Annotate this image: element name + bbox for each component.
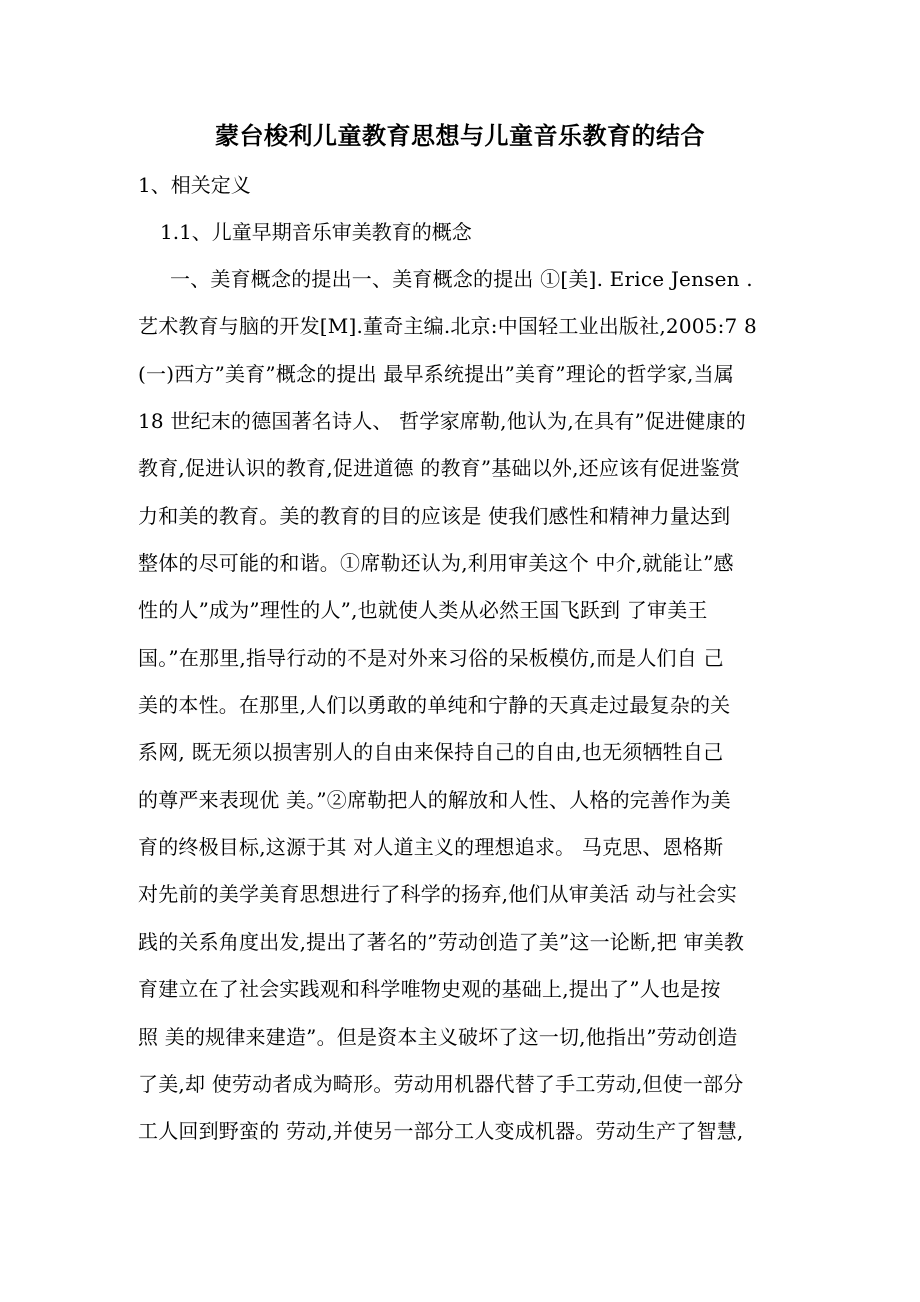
subsection-heading: 1.1、儿童早期音乐审美教育的概念 — [160, 220, 472, 244]
text-line: 美的本性。在那里,人们以勇敢的单纯和宁静的天真走过最复杂的关 — [138, 693, 731, 718]
text-line: 一、美育概念的提出一、美育概念的提出 ①[美]. Erice Jensen . — [170, 267, 753, 291]
text-line: 力和美的教育。美的教育的目的应该是 使我们感性和精神力量达到 — [138, 503, 731, 528]
document-title: 蒙台梭利儿童教育思想与儿童音乐教育的结合 — [215, 121, 705, 150]
section-heading: 1、相关定义 — [138, 173, 251, 197]
body-paragraph — [138, 261, 788, 1161]
text-line: 育建立在了社会实践观和科学唯物史观的基础上,提出了”人也是按 — [138, 977, 721, 1002]
text-line: 的尊严来表现优 美。”②席勒把人的解放和人性、人格的完善作为美 — [138, 787, 731, 812]
text-line: 照 美的规律来建造”。但是资本主义破坏了这一切,他指出”劳动创造 — [138, 1024, 738, 1049]
text-line: (一)西方”美育”概念的提出 最早系统提出”美育”理论的哲学家,当属 — [138, 361, 735, 386]
text-line: 性的人”成为”理性的人”,也就使人类从必然王国飞跃到 了审美王 — [138, 598, 708, 623]
text-line: 系网, 既无须以损害别人的自由来保持自己的自由,也无须牺牲自己 — [138, 740, 724, 765]
text-line: 国。”在那里,指导行动的不是对外来习俗的呆板模仿,而是人们自 己 — [138, 645, 724, 670]
text-line: 工人回到野蛮的 劳动,并使另一部分工人变成机器。劳动生产了智慧, — [138, 1119, 744, 1144]
text-line: 育的终极目标,这源于其 对人道主义的理想追求。 马克思、恩格斯 — [138, 835, 724, 860]
text-line: 艺术教育与脑的开发[M].董奇主编.北京:中国轻工业出版社,2005:7 8 — [138, 314, 757, 339]
text-line: 整体的尽可能的和谐。①席勒还认为,利用审美这个 中介,就能让”感 — [138, 551, 734, 576]
text-line: 对先前的美学美育思想进行了科学的扬弃,他们从审美活 动与社会实 — [138, 882, 737, 907]
text-line: 18 世纪末的德国著名诗人、 哲学家席勒,他认为,在具有”促进健康的 — [138, 409, 746, 434]
text-line: 践的关系角度出发,提出了著名的”劳动创造了美”这一论断,把 审美教 — [138, 929, 745, 954]
text-line: 了美,却 使劳动者成为畸形。劳动用机器代替了手工劳动,但使一部分 — [138, 1071, 744, 1096]
text-line: 教育,促进认识的教育,促进道德 的教育”基础以外,还应该有促进鉴赏 — [138, 456, 741, 481]
